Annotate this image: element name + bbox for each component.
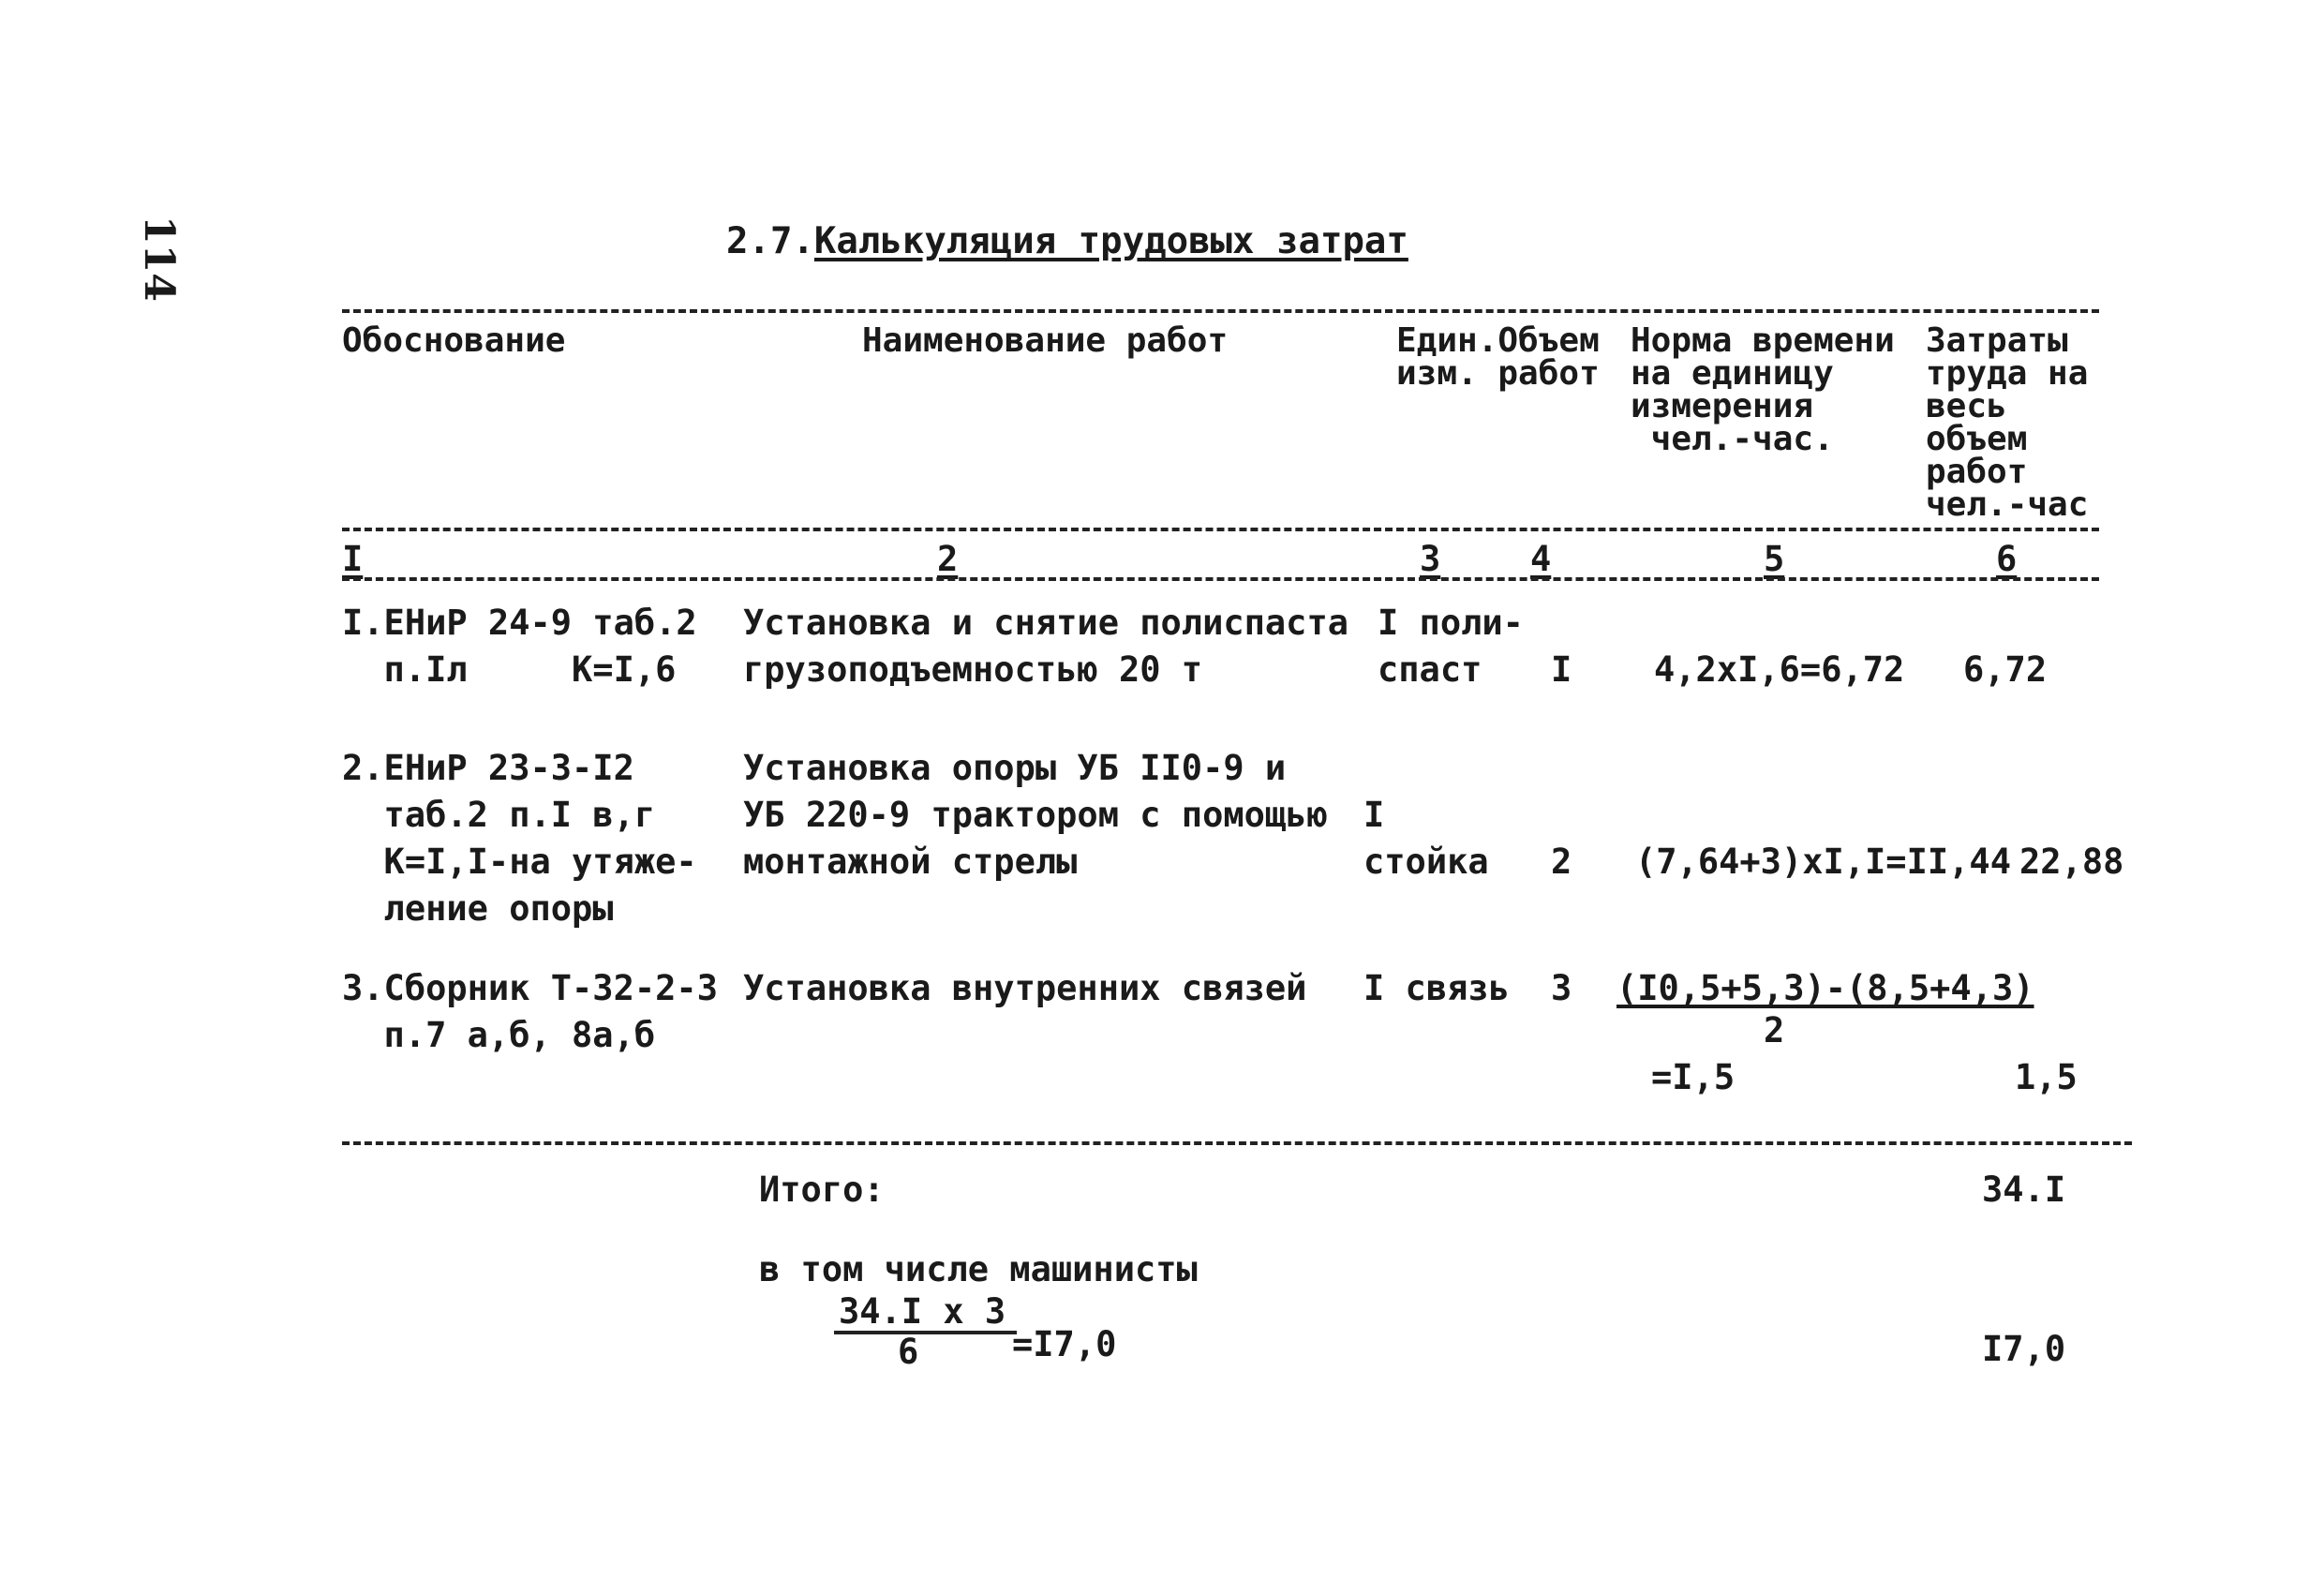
row3-qty: 3: [1551, 968, 1572, 1008]
row3-norm-denominator: 2: [1764, 1010, 1785, 1050]
row1-work: Установка и снятие полиспаста грузоподъемностью 20 т: [743, 603, 1349, 690]
header-time-norm: Норма времени на единицу измерения чел.-час.: [1631, 321, 1895, 458]
total-label: Итого:: [759, 1169, 885, 1210]
row1-unit: I поли- спаст: [1378, 603, 1524, 690]
row3-basis: 3.Сборник Т-32-2-3 п.7 а,б, 8а,б: [342, 968, 718, 1055]
col-number-5: 5: [1764, 539, 1785, 579]
page-number: 114: [135, 216, 183, 302]
row2-basis: 2.ЕНиР 23-3-I2 таб.2 п.I в,г К=I,I-на утяже- ление опоры: [342, 748, 697, 929]
machinists-numerator: 34.I х 3: [839, 1291, 1006, 1332]
col-number-2: 2: [937, 539, 959, 579]
header-unit-volume: Един.Объем изм. работ: [1396, 321, 1600, 393]
rule-header-bottom: [342, 528, 2099, 531]
col-number-6: 6: [1996, 539, 2018, 579]
row1-basis: I.ЕНиР 24-9 таб.2 п.Iл К=I,6: [342, 603, 697, 690]
row3-norm-result: =I,5: [1651, 1057, 1736, 1097]
row2-work: Установка опоры УБ II0-9 и УБ 220-9 трактором с помощью монтажной стрелы: [743, 748, 1328, 882]
col-number-1: I: [342, 539, 364, 579]
row1-qty: I: [1551, 649, 1572, 690]
section-title: [726, 220, 1408, 262]
header-work-name: Наименование работ: [862, 321, 1229, 360]
row2-norm: (7,64+3)хI,I=II,44: [1635, 842, 2011, 882]
total-value: 34.I: [1982, 1169, 2066, 1210]
row2-unit: I стойка: [1363, 795, 1489, 882]
machinists-fraction-line: [834, 1331, 1017, 1334]
rule-top: [342, 309, 2099, 313]
row3-work: Установка внутренних связей: [743, 968, 1307, 1008]
machinists-denominator: 6: [898, 1332, 919, 1372]
rule-col-numbers: [342, 577, 2099, 581]
row3-cost: 1,5: [2015, 1057, 2078, 1097]
row1-norm: 4,2хI,6=6,72: [1654, 649, 1905, 690]
header-labor-cost: Затраты труда на весь объем работ чел.-час: [1926, 321, 2089, 524]
machinists-label: в том числе машинисты: [759, 1249, 1198, 1289]
col-number-4: 4: [1530, 539, 1552, 579]
machinists-result: =I7,0: [1012, 1324, 1117, 1364]
row2-qty: 2: [1551, 842, 1572, 882]
row3-norm-numerator: (I0,5+5,3)-(8,5+4,3): [1616, 968, 2034, 1008]
section-number: 2.7.: [726, 220, 814, 262]
section-title-text: Калькуляция трудовых затрат: [813, 220, 1408, 262]
col-number-3: 3: [1420, 539, 1441, 579]
row3-unit: I связь: [1363, 968, 1510, 1008]
rule-body-bottom: [342, 1141, 2132, 1145]
row1-cost: 6,72: [1963, 649, 2048, 690]
machinists-value: I7,0: [1982, 1329, 2066, 1369]
row2-cost: 22,88: [2019, 842, 2124, 882]
header-basis: Обоснование: [342, 321, 566, 360]
